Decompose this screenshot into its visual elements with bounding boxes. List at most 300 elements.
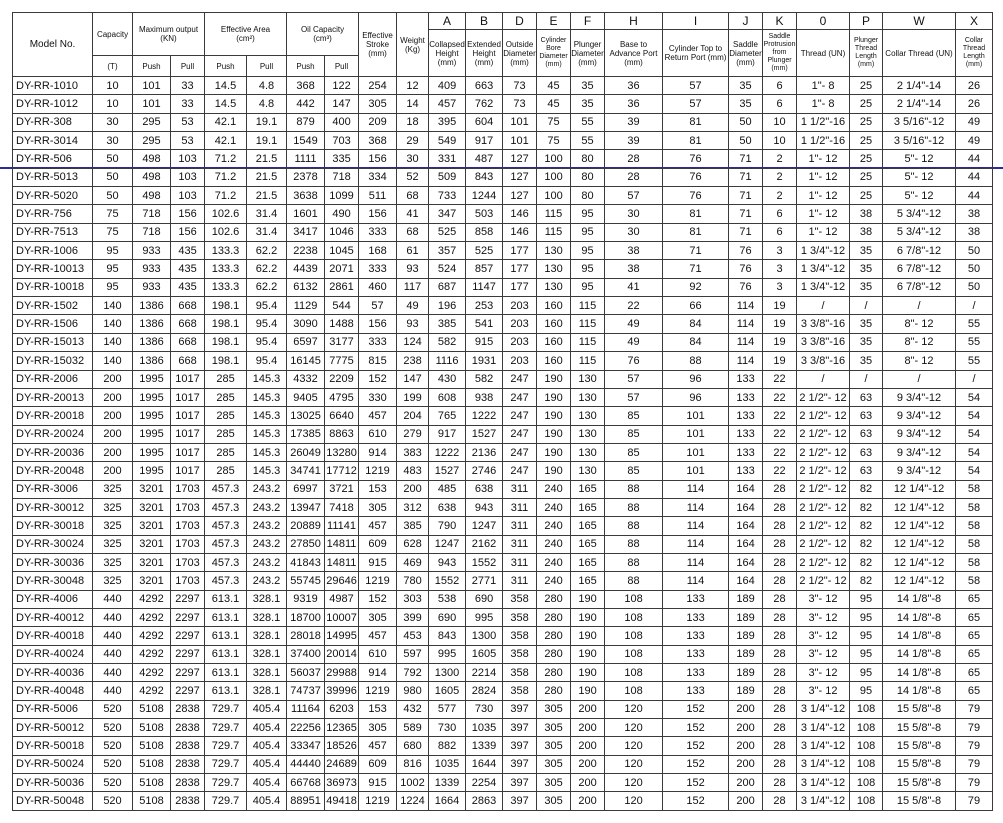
table-cell: 2 1/2"- 12 (797, 553, 850, 571)
table-cell: 26049 (287, 443, 325, 461)
table-cell: 79 (956, 700, 993, 718)
table-cell: 280 (537, 645, 571, 663)
table-cell: 9 3/4"-12 (883, 407, 956, 425)
table-cell: 9 3/4"-12 (883, 388, 956, 406)
table-cell: 124 (397, 333, 429, 351)
table-cell: 3"- 12 (797, 590, 850, 608)
table-cell: 597 (397, 645, 429, 663)
letter-H: H (605, 13, 663, 30)
table-cell: 22 (763, 443, 797, 461)
table-cell: 28 (763, 774, 797, 792)
table-cell: 544 (325, 297, 359, 315)
table-cell: 943 (429, 553, 466, 571)
table-cell: 1549 (287, 132, 325, 150)
table-cell: 718 (325, 168, 359, 186)
letter-W: W (883, 13, 956, 30)
table-cell: 331 (429, 150, 466, 168)
table-cell: 76 (605, 352, 663, 370)
table-cell: 1527 (429, 462, 466, 480)
table-cell: 5108 (133, 774, 171, 792)
table-cell: 85 (605, 443, 663, 461)
table-cell: 35 (850, 260, 883, 278)
table-cell: 71 (729, 187, 763, 205)
table-cell: 5 3/4"-12 (883, 223, 956, 241)
table-cell: 114 (663, 535, 729, 553)
table-cell: 2838 (171, 792, 205, 810)
table-cell: 156 (171, 223, 205, 241)
table-cell: 240 (537, 517, 571, 535)
table-cell: 4292 (133, 645, 171, 663)
table-cell: 95 (571, 242, 605, 260)
table-cell: 10007 (325, 608, 359, 626)
table-cell: 93 (397, 260, 429, 278)
table-cell: 1386 (133, 315, 171, 333)
table-cell: 405.4 (247, 737, 287, 755)
table-cell: 198.1 (205, 352, 247, 370)
table-cell: 190 (537, 370, 571, 388)
table-cell: 115 (571, 315, 605, 333)
table-cell: 938 (466, 388, 503, 406)
table-cell: 82 (850, 517, 883, 535)
table-cell: 31.4 (247, 205, 287, 223)
table-cell: 1703 (171, 572, 205, 590)
table-cell: 2297 (171, 608, 205, 626)
table-cell: 100 (537, 187, 571, 205)
table-cell: 71 (729, 150, 763, 168)
table-cell: 460 (359, 278, 397, 296)
table-cell: 4332 (287, 370, 325, 388)
table-cell: 88 (605, 517, 663, 535)
table-cell: 84 (663, 333, 729, 351)
table-cell: 49 (956, 113, 993, 131)
table-cell: 200 (571, 737, 605, 755)
table-cell: 200 (93, 425, 133, 443)
table-cell: 6 7/8"-12 (883, 242, 956, 260)
table-cell: 549 (429, 132, 466, 150)
table-cell: 66768 (287, 774, 325, 792)
table-cell: 5108 (133, 792, 171, 810)
table-cell: 203 (503, 315, 537, 333)
table-cell: 3201 (133, 572, 171, 590)
table-cell: 305 (537, 774, 571, 792)
table-cell: 101 (663, 425, 729, 443)
table-cell: 358 (503, 645, 537, 663)
table-cell: 127 (503, 187, 537, 205)
table-cell: 1703 (171, 498, 205, 516)
table-cell: 405.4 (247, 755, 287, 773)
table-cell: 358 (503, 590, 537, 608)
table-cell: 2838 (171, 774, 205, 792)
table-cell: 729.7 (205, 737, 247, 755)
table-cell: 133 (729, 443, 763, 461)
table-cell: 73 (503, 77, 537, 95)
table-cell: 589 (397, 719, 429, 737)
table-cell: 203 (503, 297, 537, 315)
table-cell: / (956, 297, 993, 315)
table-cell: 325 (93, 572, 133, 590)
table-cell: 400 (325, 113, 359, 131)
table-cell: 520 (93, 737, 133, 755)
table-cell: 247 (503, 388, 537, 406)
table-cell: 933 (133, 242, 171, 260)
table-cell: 243.2 (247, 553, 287, 571)
table-cell: 35 (850, 242, 883, 260)
table-cell: 133.3 (205, 260, 247, 278)
table-cell: 133 (663, 590, 729, 608)
table-cell: 50 (93, 187, 133, 205)
table-cell: 133 (663, 645, 729, 663)
table-cell: 13025 (287, 407, 325, 425)
table-cell: 1605 (429, 682, 466, 700)
table-row (13, 664, 993, 682)
table-cell: 28 (763, 590, 797, 608)
table-cell: 511 (359, 187, 397, 205)
table-cell: 114 (729, 352, 763, 370)
table-cell: 54 (956, 443, 993, 461)
table-cell: 12 1/4"-12 (883, 498, 956, 516)
table-cell: 703 (325, 132, 359, 150)
table-cell: 101 (663, 462, 729, 480)
table-cell: 1222 (429, 443, 466, 461)
table-cell: 305 (359, 608, 397, 626)
table-cell: 80 (571, 168, 605, 186)
table-cell: 4795 (325, 388, 359, 406)
table-cell: 11141 (325, 517, 359, 535)
table-cell: 1045 (325, 242, 359, 260)
table-cell: 405.4 (247, 774, 287, 792)
table-cell: 108 (850, 755, 883, 773)
table-cell: 325 (93, 498, 133, 516)
table-cell: 25 (850, 132, 883, 150)
table-cell: 28 (763, 645, 797, 663)
table-cell: / (797, 297, 850, 315)
table-cell: 41 (397, 205, 429, 223)
table-row (13, 297, 993, 315)
table-cell: 442 (287, 95, 325, 113)
table-cell: 22 (763, 370, 797, 388)
area-push-header: Push (205, 56, 247, 77)
table-cell: 311 (503, 480, 537, 498)
table-cell: 1099 (325, 187, 359, 205)
table-row (13, 700, 993, 718)
table-cell: 19 (763, 315, 797, 333)
table-cell: 2 1/2"- 12 (797, 535, 850, 553)
table-cell: 133 (729, 462, 763, 480)
table-cell: 14995 (325, 627, 359, 645)
table-cell: 28 (763, 737, 797, 755)
table-cell: 75 (537, 113, 571, 131)
table-cell: 189 (729, 590, 763, 608)
table-cell: 49 (397, 297, 429, 315)
table-cell: 108 (605, 682, 663, 700)
table-cell: 114 (663, 480, 729, 498)
table-cell: 152 (663, 774, 729, 792)
table-cell: 2 (763, 168, 797, 186)
table-cell: 120 (605, 792, 663, 810)
table-cell: 5"- 12 (883, 187, 956, 205)
table-cell: 334 (359, 168, 397, 186)
table-cell: 190 (537, 407, 571, 425)
table-cell: 3721 (325, 480, 359, 498)
model-cell: DY-RR-10013 (13, 260, 93, 278)
table-cell: 203 (503, 333, 537, 351)
table-cell: 6132 (287, 278, 325, 296)
table-cell: 2 (763, 187, 797, 205)
table-cell: 79 (956, 755, 993, 773)
table-cell: 2297 (171, 682, 205, 700)
table-cell: 88 (605, 480, 663, 498)
table-cell: 6 (763, 95, 797, 113)
table-cell: 525 (429, 223, 466, 241)
col-A-header: Collapsed Height (mm) (429, 30, 466, 77)
table-cell: 243.2 (247, 480, 287, 498)
table-cell: 305 (359, 95, 397, 113)
table-cell: 280 (537, 664, 571, 682)
table-cell: 914 (359, 443, 397, 461)
table-cell: 14.5 (205, 95, 247, 113)
table-cell: 1002 (397, 774, 429, 792)
table-cell: 1111 (287, 150, 325, 168)
table-cell: 56037 (287, 664, 325, 682)
table-row (13, 480, 993, 498)
table-cell: 27850 (287, 535, 325, 553)
table-cell: 12 1/4"-12 (883, 480, 956, 498)
table-cell: 3"- 12 (797, 682, 850, 700)
table-cell: / (956, 370, 993, 388)
table-cell: 35 (571, 95, 605, 113)
table-cell: 35 (850, 352, 883, 370)
table-cell: 49418 (325, 792, 359, 810)
table-cell: 541 (466, 315, 503, 333)
table-cell: 189 (729, 645, 763, 663)
table-cell: 613.1 (205, 627, 247, 645)
table-cell: 253 (466, 297, 503, 315)
table-row (13, 407, 993, 425)
table-cell: 295 (133, 132, 171, 150)
table-cell: 5"- 12 (883, 168, 956, 186)
table-cell: 88 (663, 352, 729, 370)
table-cell: 815 (359, 352, 397, 370)
table-cell: 4.8 (247, 95, 287, 113)
table-cell: 190 (537, 462, 571, 480)
table-cell: 1046 (325, 223, 359, 241)
col-D-header: Outside Diameter (mm) (503, 30, 537, 77)
table-cell: 133.3 (205, 278, 247, 296)
table-cell: 457 (359, 737, 397, 755)
model-cell: DY-RR-20018 (13, 407, 93, 425)
table-cell: 21.5 (247, 168, 287, 186)
table-cell: 2214 (466, 664, 503, 682)
table-cell: 38 (605, 242, 663, 260)
table-cell: 498 (133, 168, 171, 186)
table-cell: 311 (503, 553, 537, 571)
table-cell: 17712 (325, 462, 359, 480)
table-cell: 3 3/8"-16 (797, 315, 850, 333)
table-cell: 312 (397, 498, 429, 516)
table-cell: 84 (663, 315, 729, 333)
table-cell: 440 (93, 590, 133, 608)
table-cell: 358 (503, 608, 537, 626)
table-cell: 15 5/8"-8 (883, 700, 956, 718)
table-cell: 16145 (287, 352, 325, 370)
table-cell: 498 (133, 187, 171, 205)
table-cell: 305 (537, 719, 571, 737)
table-row (13, 498, 993, 516)
table-cell: 3201 (133, 498, 171, 516)
table-cell: 1035 (466, 719, 503, 737)
table-cell: 14 1/8"-8 (883, 608, 956, 626)
table-cell: 12 (397, 77, 429, 95)
table-cell: 165 (571, 498, 605, 516)
table-cell: 1386 (133, 297, 171, 315)
table-cell: 156 (359, 150, 397, 168)
table-cell: 4.8 (247, 77, 287, 95)
table-cell: 2254 (466, 774, 503, 792)
table-cell: 108 (605, 664, 663, 682)
table-cell: 8"- 12 (883, 352, 956, 370)
table-cell: 156 (171, 205, 205, 223)
table-cell: 190 (571, 645, 605, 663)
table-cell: 140 (93, 352, 133, 370)
table-cell: 2 (763, 150, 797, 168)
table-cell: 152 (663, 737, 729, 755)
model-cell: DY-RR-5006 (13, 700, 93, 718)
table-cell: 1703 (171, 517, 205, 535)
table-cell: 68 (397, 223, 429, 241)
table-cell: 915 (359, 553, 397, 571)
table-cell: 305 (359, 498, 397, 516)
table-cell: 100 (537, 168, 571, 186)
table-cell: 57 (359, 297, 397, 315)
table-cell: 120 (605, 719, 663, 737)
table-cell: 95.4 (247, 352, 287, 370)
table-cell: 190 (537, 443, 571, 461)
table-cell: 71.2 (205, 187, 247, 205)
table-cell: 790 (429, 517, 466, 535)
table-row (13, 352, 993, 370)
table-cell: 28 (605, 168, 663, 186)
table-cell: 405.4 (247, 700, 287, 718)
table-cell: 130 (537, 242, 571, 260)
table-cell: 1300 (466, 627, 503, 645)
table-cell: 44 (956, 150, 993, 168)
table-cell: 432 (397, 700, 429, 718)
table-cell: 14 (397, 95, 429, 113)
table-cell: 108 (605, 590, 663, 608)
table-cell: 435 (171, 242, 205, 260)
table-cell: 1"- 12 (797, 168, 850, 186)
table-cell: 101 (503, 113, 537, 131)
table-row (13, 370, 993, 388)
table-cell: 3 3/8"-16 (797, 333, 850, 351)
table-cell: 130 (571, 407, 605, 425)
table-cell: 14 1/8"-8 (883, 590, 956, 608)
table-cell: 54 (956, 425, 993, 443)
table-cell: 120 (605, 774, 663, 792)
table-cell: 6997 (287, 480, 325, 498)
table-cell: 28 (763, 553, 797, 571)
table-cell: 843 (429, 627, 466, 645)
table-cell: 114 (663, 572, 729, 590)
table-cell: 102.6 (205, 223, 247, 241)
table-cell: 14.5 (205, 77, 247, 95)
table-cell: 117 (397, 278, 429, 296)
table-cell: 152 (663, 792, 729, 810)
model-cell: DY-RR-5013 (13, 168, 93, 186)
table-cell: 1"- 8 (797, 77, 850, 95)
table-cell: 75 (537, 132, 571, 150)
table-cell: 2378 (287, 168, 325, 186)
table-cell: 243.2 (247, 572, 287, 590)
table-cell: 457 (359, 627, 397, 645)
table-cell: 1224 (397, 792, 429, 810)
table-cell: 1552 (429, 572, 466, 590)
letter-P: P (850, 13, 883, 30)
table-cell: 358 (503, 682, 537, 700)
col-K-header: Saddle Protrusion from Plunger (mm) (763, 30, 797, 77)
table-cell: 34741 (287, 462, 325, 480)
table-cell: 165 (571, 535, 605, 553)
table-cell: / (850, 370, 883, 388)
table-cell: 28 (763, 498, 797, 516)
table-row (13, 242, 993, 260)
table-cell: 609 (359, 535, 397, 553)
table-cell: 792 (397, 664, 429, 682)
table-row (13, 260, 993, 278)
table-cell: 687 (429, 278, 466, 296)
table-cell: 613.1 (205, 608, 247, 626)
table-cell: 160 (537, 315, 571, 333)
oil-push-header: Push (287, 56, 325, 77)
table-cell: / (797, 370, 850, 388)
table-cell: 152 (663, 755, 729, 773)
letter-A: A (429, 13, 466, 30)
table-cell: 15 5/8"-8 (883, 719, 956, 737)
table-cell: 435 (171, 260, 205, 278)
table-cell: 95 (93, 278, 133, 296)
table-cell: 55 (956, 352, 993, 370)
table-cell: 1"- 12 (797, 187, 850, 205)
table-cell: 73 (503, 95, 537, 113)
col-X-header: Collar Thread Length (mm) (956, 30, 993, 77)
table-cell: 81 (663, 205, 729, 223)
table-cell: 729.7 (205, 755, 247, 773)
table-cell: 1995 (133, 370, 171, 388)
table-cell: 1222 (466, 407, 503, 425)
table-cell: 164 (729, 498, 763, 516)
table-cell: 50 (956, 242, 993, 260)
table-cell: 55 (571, 113, 605, 131)
table-cell: 917 (429, 425, 466, 443)
table-cell: 41 (605, 278, 663, 296)
table-cell: 247 (503, 462, 537, 480)
table-cell: / (883, 297, 956, 315)
table-cell: 147 (325, 95, 359, 113)
table-cell: 254 (359, 77, 397, 95)
table-cell: 177 (503, 278, 537, 296)
table-cell: 718 (133, 205, 171, 223)
table-cell: 5 3/4"-12 (883, 205, 956, 223)
table-cell: 71.2 (205, 168, 247, 186)
model-cell: DY-RR-50018 (13, 737, 93, 755)
table-cell: 305 (537, 755, 571, 773)
table-cell: 200 (729, 737, 763, 755)
table-row (13, 682, 993, 700)
table-cell: 780 (397, 572, 429, 590)
letter-I: I (663, 13, 729, 30)
table-cell: 2297 (171, 645, 205, 663)
table-cell: 1995 (133, 388, 171, 406)
